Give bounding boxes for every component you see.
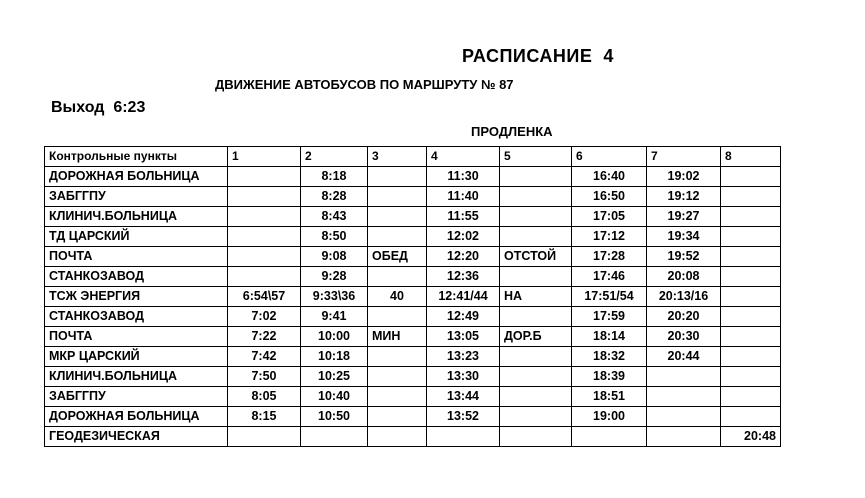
time-cell xyxy=(721,227,781,247)
time-cell xyxy=(500,267,572,287)
header-trip-3: 3 xyxy=(368,147,427,167)
time-cell: 8:18 xyxy=(301,167,368,187)
time-cell xyxy=(647,427,721,447)
table-row xyxy=(45,307,781,327)
header-trip-7: 7 xyxy=(647,147,721,167)
time-cell: 18:39 xyxy=(572,367,647,387)
time-cell xyxy=(721,207,781,227)
time-cell: ДОР.Б xyxy=(500,327,572,347)
table-row xyxy=(45,187,781,207)
time-cell: 11:30 xyxy=(427,167,500,187)
time-cell: 13:52 xyxy=(427,407,500,427)
time-cell: 7:50 xyxy=(228,367,301,387)
time-cell xyxy=(647,387,721,407)
table-row xyxy=(45,427,781,447)
time-cell: 17:51/54 xyxy=(572,287,647,307)
time-cell: 11:55 xyxy=(427,207,500,227)
time-cell: 40 xyxy=(368,287,427,307)
time-cell xyxy=(368,227,427,247)
time-cell xyxy=(368,267,427,287)
time-cell: 10:25 xyxy=(301,367,368,387)
exit-time-label: Выход 6:23 xyxy=(51,99,146,116)
time-cell xyxy=(721,327,781,347)
time-cell xyxy=(500,427,572,447)
time-cell: 8:28 xyxy=(301,187,368,207)
time-cell: 13:23 xyxy=(427,347,500,367)
time-cell xyxy=(368,427,427,447)
time-cell xyxy=(368,407,427,427)
table-row xyxy=(45,387,781,407)
stop-name-cell: СТАНКОЗАВОД xyxy=(45,307,228,327)
time-cell: 20:08 xyxy=(647,267,721,287)
table-header-row xyxy=(45,147,781,167)
time-cell: 17:05 xyxy=(572,207,647,227)
time-cell: 9:28 xyxy=(301,267,368,287)
time-cell xyxy=(368,207,427,227)
time-cell xyxy=(721,287,781,307)
time-cell: 17:28 xyxy=(572,247,647,267)
time-cell: 10:18 xyxy=(301,347,368,367)
time-cell: 16:40 xyxy=(572,167,647,187)
header-trip-2: 2 xyxy=(301,147,368,167)
time-cell: 13:30 xyxy=(427,367,500,387)
time-cell: 13:44 xyxy=(427,387,500,407)
time-cell: 20:30 xyxy=(647,327,721,347)
time-cell: 19:00 xyxy=(572,407,647,427)
header-trip-4: 4 xyxy=(427,147,500,167)
time-cell: 16:50 xyxy=(572,187,647,207)
time-cell: 6:54\57 xyxy=(228,287,301,307)
time-cell: 20:20 xyxy=(647,307,721,327)
time-cell: 9:33\36 xyxy=(301,287,368,307)
time-cell xyxy=(500,387,572,407)
header-trip-1: 1 xyxy=(228,147,301,167)
time-cell: ОТСТОЙ xyxy=(500,247,572,267)
time-cell: 10:40 xyxy=(301,387,368,407)
time-cell xyxy=(228,247,301,267)
time-cell: 18:51 xyxy=(572,387,647,407)
time-cell: ОБЕД xyxy=(368,247,427,267)
time-cell xyxy=(228,187,301,207)
time-cell xyxy=(368,367,427,387)
time-cell: 17:46 xyxy=(572,267,647,287)
stop-name-cell: ЗАБГГПУ xyxy=(45,187,228,207)
table-row xyxy=(45,247,781,267)
stop-name-cell: КЛИНИЧ.БОЛЬНИЦА xyxy=(45,367,228,387)
time-cell: 19:12 xyxy=(647,187,721,207)
time-cell xyxy=(721,347,781,367)
stop-name-cell: ТСЖ ЭНЕРГИЯ xyxy=(45,287,228,307)
stop-name-cell: МКР ЦАРСКИЙ xyxy=(45,347,228,367)
time-cell: 8:50 xyxy=(301,227,368,247)
time-cell xyxy=(500,307,572,327)
time-cell xyxy=(721,307,781,327)
time-cell: 19:27 xyxy=(647,207,721,227)
time-cell: 20:48 xyxy=(721,427,781,447)
time-cell xyxy=(228,227,301,247)
time-cell: 10:50 xyxy=(301,407,368,427)
time-cell: 18:32 xyxy=(572,347,647,367)
time-cell xyxy=(368,187,427,207)
time-cell xyxy=(572,427,647,447)
time-cell: 7:42 xyxy=(228,347,301,367)
time-cell xyxy=(427,427,500,447)
time-cell: 19:34 xyxy=(647,227,721,247)
page-title: РАСПИСАНИЕ 4 xyxy=(462,46,614,66)
time-cell xyxy=(721,387,781,407)
stop-name-cell: ПОЧТА xyxy=(45,247,228,267)
route-subtitle: ДВИЖЕНИЕ АВТОБУСОВ ПО МАРШРУТУ № 87 xyxy=(215,77,514,92)
time-cell: 9:08 xyxy=(301,247,368,267)
time-cell: 19:52 xyxy=(647,247,721,267)
table-row xyxy=(45,327,781,347)
table-row xyxy=(45,347,781,367)
stop-name-cell: ДОРОЖНАЯ БОЛЬНИЦА xyxy=(45,407,228,427)
time-cell: 12:36 xyxy=(427,267,500,287)
header-trip-8: 8 xyxy=(721,147,781,167)
time-cell: 17:12 xyxy=(572,227,647,247)
time-cell: 8:43 xyxy=(301,207,368,227)
time-cell xyxy=(500,407,572,427)
table-row xyxy=(45,407,781,427)
time-cell xyxy=(647,407,721,427)
table-row xyxy=(45,207,781,227)
time-cell: НА xyxy=(500,287,572,307)
time-cell xyxy=(500,367,572,387)
time-cell xyxy=(500,167,572,187)
header-control-points: Контрольные пункты xyxy=(45,147,228,167)
time-cell xyxy=(228,427,301,447)
time-cell xyxy=(721,407,781,427)
time-cell: 19:02 xyxy=(647,167,721,187)
time-cell xyxy=(721,187,781,207)
time-cell: 7:02 xyxy=(228,307,301,327)
stop-name-cell: ГЕОДЕЗИЧЕСКАЯ xyxy=(45,427,228,447)
time-cell xyxy=(647,367,721,387)
time-cell xyxy=(368,347,427,367)
schedule-table xyxy=(44,146,781,447)
time-cell: 9:41 xyxy=(301,307,368,327)
time-cell: 20:13/16 xyxy=(647,287,721,307)
time-cell: 8:05 xyxy=(228,387,301,407)
time-cell: 13:05 xyxy=(427,327,500,347)
extension-label: ПРОДЛЕНКА xyxy=(471,124,553,139)
table-row xyxy=(45,267,781,287)
time-cell: 12:41/44 xyxy=(427,287,500,307)
stop-name-cell: ЗАБГГПУ xyxy=(45,387,228,407)
time-cell: МИН xyxy=(368,327,427,347)
time-cell xyxy=(500,347,572,367)
stop-name-cell: ПОЧТА xyxy=(45,327,228,347)
time-cell xyxy=(228,267,301,287)
time-cell xyxy=(721,167,781,187)
stop-name-cell: ДОРОЖНАЯ БОЛЬНИЦА xyxy=(45,167,228,187)
stop-name-cell: СТАНКОЗАВОД xyxy=(45,267,228,287)
time-cell: 12:20 xyxy=(427,247,500,267)
time-cell: 11:40 xyxy=(427,187,500,207)
table-row xyxy=(45,167,781,187)
table-row xyxy=(45,227,781,247)
time-cell: 20:44 xyxy=(647,347,721,367)
time-cell: 17:59 xyxy=(572,307,647,327)
time-cell: 7:22 xyxy=(228,327,301,347)
time-cell xyxy=(500,207,572,227)
time-cell xyxy=(228,167,301,187)
time-cell: 18:14 xyxy=(572,327,647,347)
stop-name-cell: КЛИНИЧ.БОЛЬНИЦА xyxy=(45,207,228,227)
time-cell xyxy=(368,307,427,327)
time-cell: 12:49 xyxy=(427,307,500,327)
time-cell xyxy=(721,267,781,287)
time-cell xyxy=(721,247,781,267)
header-trip-5: 5 xyxy=(500,147,572,167)
time-cell: 12:02 xyxy=(427,227,500,247)
time-cell xyxy=(721,367,781,387)
time-cell xyxy=(368,167,427,187)
time-cell: 8:15 xyxy=(228,407,301,427)
table-row xyxy=(45,287,781,307)
stop-name-cell: ТД ЦАРСКИЙ xyxy=(45,227,228,247)
time-cell xyxy=(500,227,572,247)
time-cell xyxy=(500,187,572,207)
schedule-table-body xyxy=(45,147,781,447)
time-cell xyxy=(368,387,427,407)
time-cell xyxy=(228,207,301,227)
table-row xyxy=(45,367,781,387)
time-cell: 10:00 xyxy=(301,327,368,347)
header-trip-6: 6 xyxy=(572,147,647,167)
time-cell xyxy=(301,427,368,447)
